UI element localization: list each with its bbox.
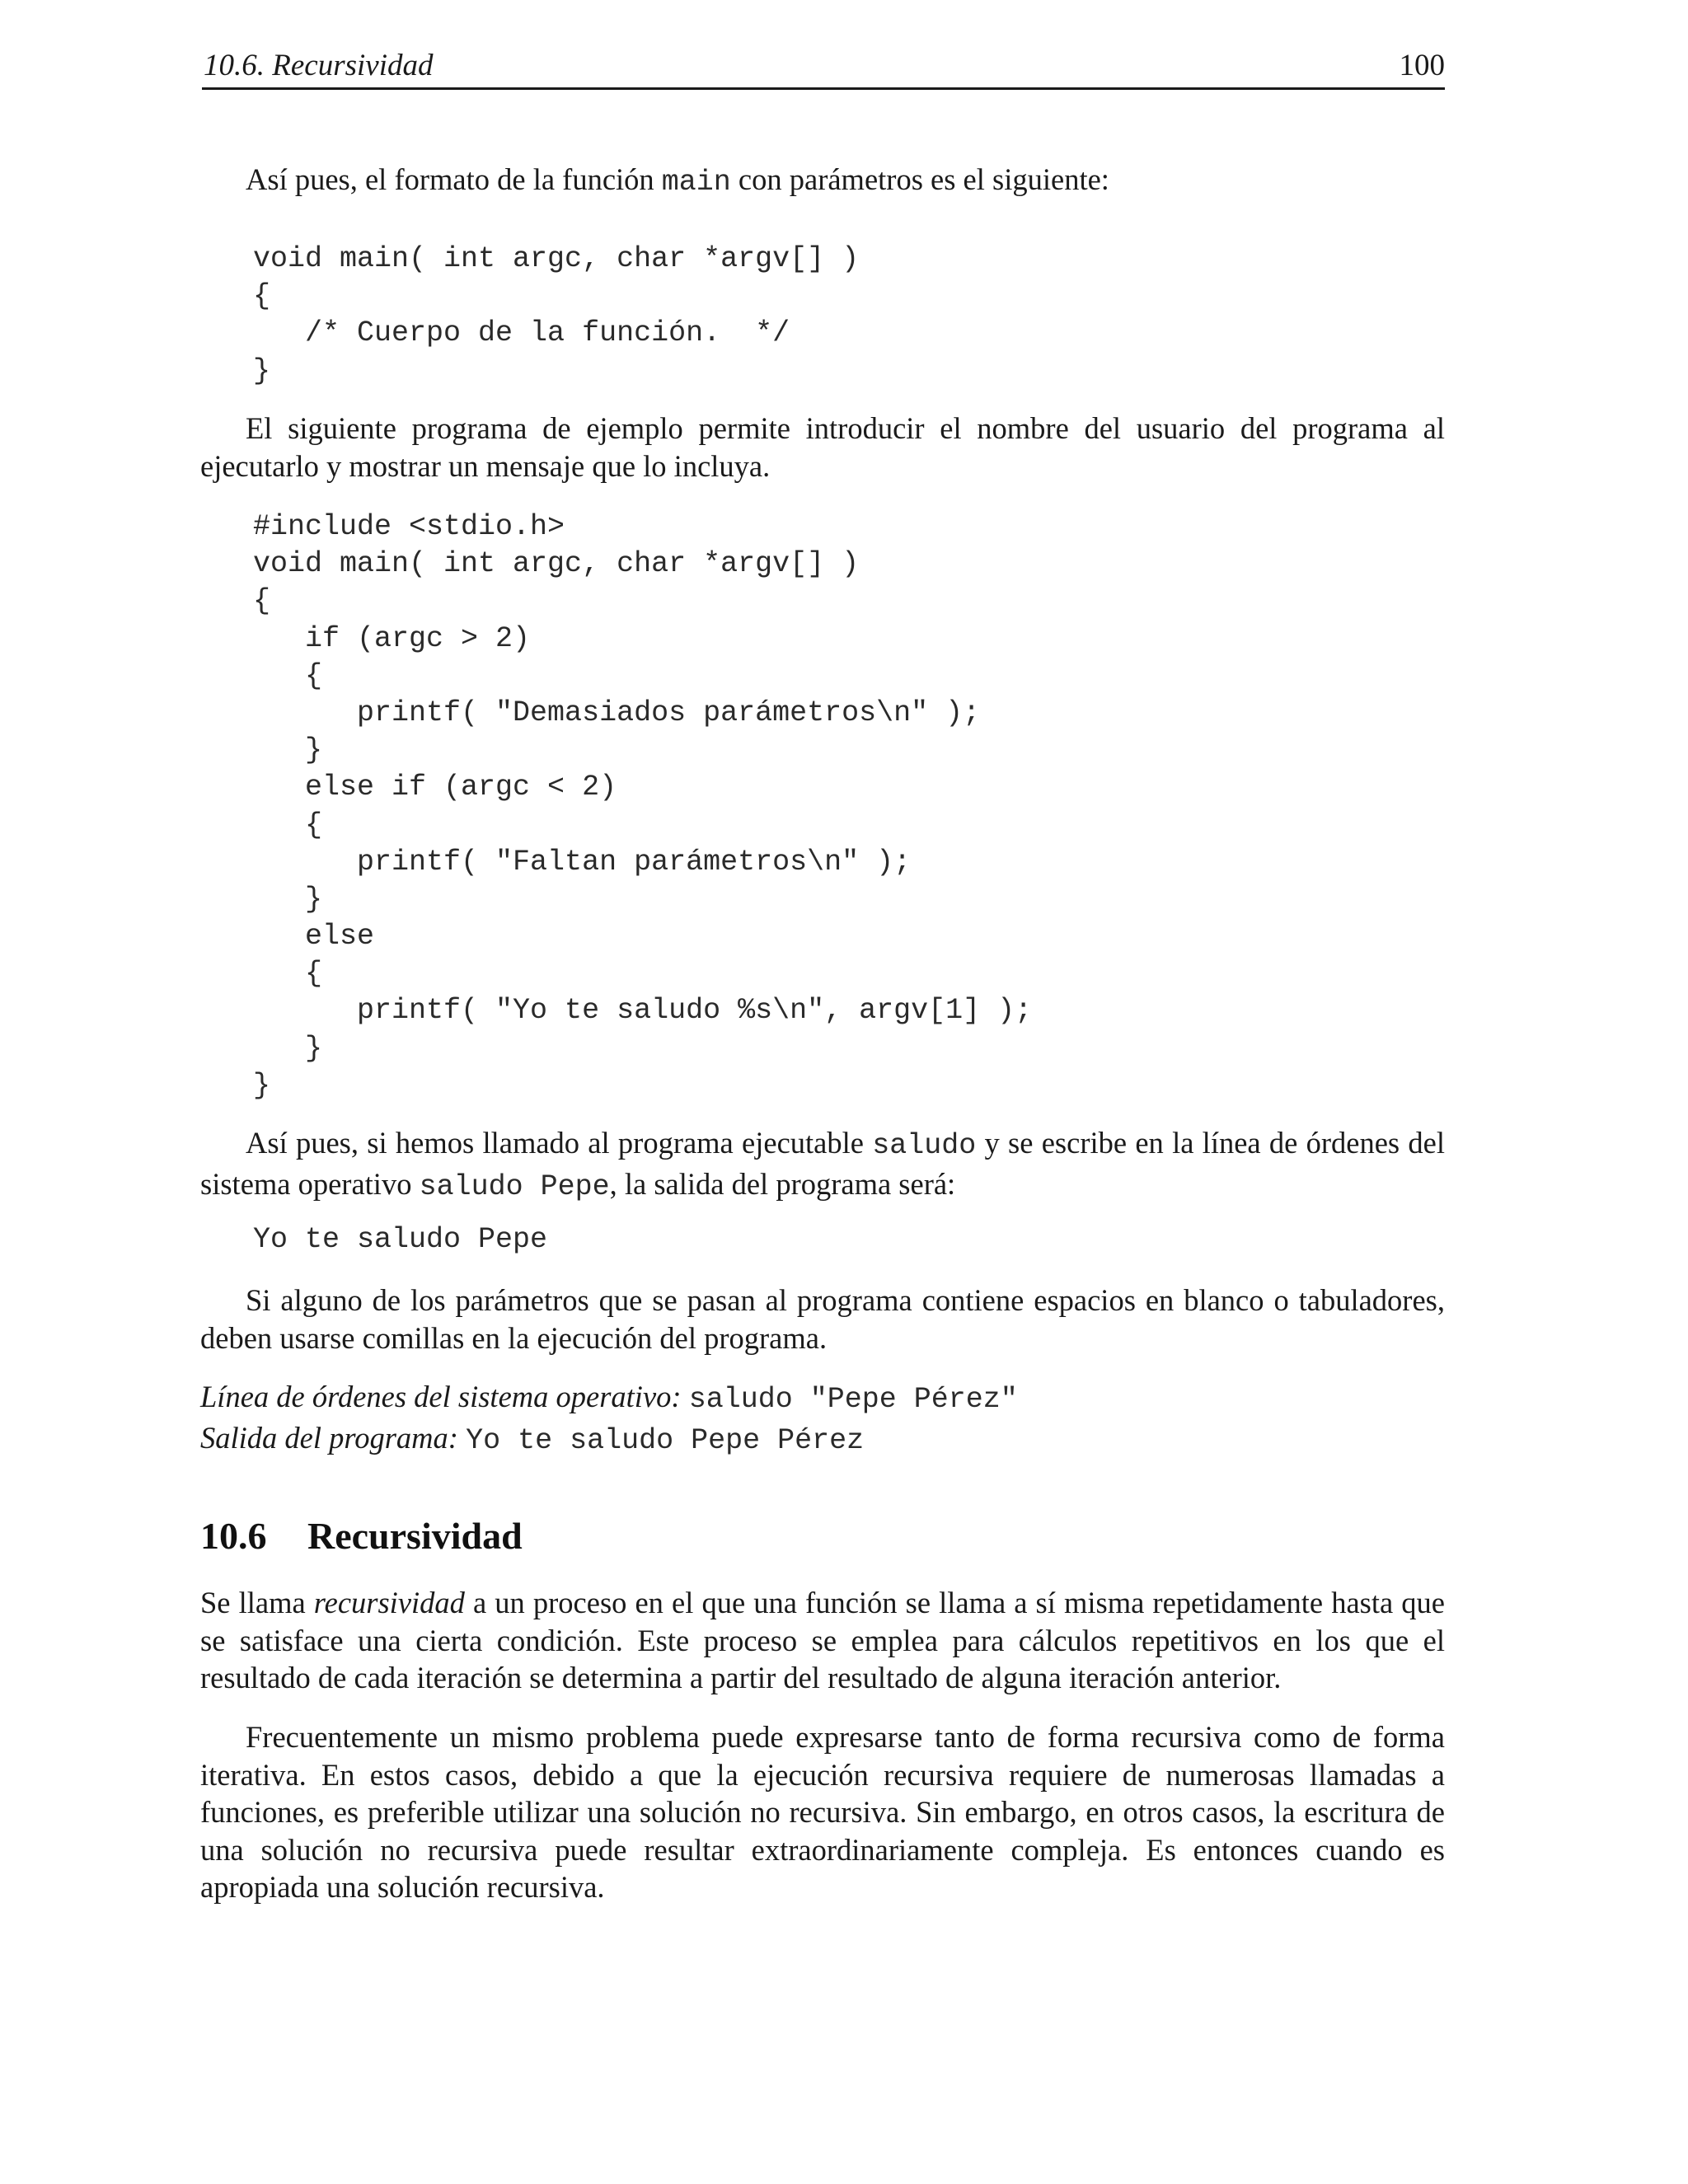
- code-block-saludo-program: [253, 509, 1032, 1104]
- code-line: printf( "Demasiados parámetros\n" );: [253, 696, 981, 729]
- code-line: /* Cuerpo de la función. */: [253, 316, 790, 350]
- paragraph-example-intro: El siguiente programa de ejemplo permite introducir el nombre del usuario del programa al ejecutarlo y mostrar un mensaje que lo incluya.: [200, 411, 1445, 483]
- inline-code-main: main: [661, 166, 731, 199]
- code-line: }: [253, 882, 323, 916]
- inline-code-saludo: saludo: [872, 1129, 977, 1162]
- section-number: 10.6: [200, 1515, 267, 1557]
- emphasis-term: recursividad: [313, 1586, 465, 1619]
- code-line: }: [253, 354, 271, 387]
- paragraph-text: a un proceso en el que una función se llama a sí misma repetidamente hasta que se satisface una cierta condición. Este proceso se emplea para cálculos repetitivos en los que el resultado de cada iteración se determina a partir del resultado de alguna iteración anterior.: [200, 1586, 1446, 1694]
- example-label: Salida del programa:: [200, 1420, 458, 1455]
- inline-code-saludo-pepe: saludo Pepe: [419, 1169, 610, 1203]
- code-line: {: [253, 279, 271, 313]
- paragraph-text: y se escribe en la línea de órdenes del sistema operativo: [200, 1126, 1445, 1201]
- paragraph-text: Así pues, el formato de la función: [246, 162, 662, 196]
- example-code: saludo "Pepe Pérez": [688, 1383, 1018, 1416]
- code-line: }: [253, 1068, 271, 1102]
- section-heading: [200, 1514, 523, 1558]
- paragraph-recursion-vs-iteration: Frecuentemente un mismo problema puede expresarse tanto de forma recursiva como de forma iterativa. En estos casos, debido a que la ejecución recursiva requiere de numerosas llamadas a funciones, es preferible utilizar una solución no recursiva. Sin embargo, en otros casos, la escritura de una solución no recursiva puede resultar extraordinariamente compleja. Es entonces cuando es apropiada una solución recursiva.: [200, 1720, 1445, 1904]
- page-number: 100: [1399, 49, 1445, 82]
- code-line: void main( int argc, char *argv[] ): [253, 242, 860, 275]
- code-line: {: [253, 957, 323, 991]
- paragraph-text: , la salida del programa será:: [609, 1166, 956, 1201]
- code-line: }: [253, 733, 323, 767]
- code-line: else: [253, 920, 375, 954]
- example-block: [200, 1378, 1445, 1460]
- code-line: else if (argc < 2): [253, 771, 617, 804]
- example-code: Yo te saludo Pepe Pérez: [466, 1423, 865, 1457]
- code-line: #include <stdio.h>: [253, 510, 565, 543]
- code-line: if (argc > 2): [253, 621, 531, 655]
- paragraph-text: Así pues, si hemos llamado al programa ejecutable: [246, 1126, 873, 1160]
- example-line-output: [200, 1419, 1445, 1460]
- code-line: Yo te saludo Pepe: [253, 1223, 548, 1256]
- paragraph-text: Se llama: [200, 1586, 314, 1619]
- code-line: void main( int argc, char *argv[] ): [253, 547, 860, 581]
- paragraph-saludo-output: [200, 1124, 1445, 1206]
- code-line: printf( "Faltan parámetros\n" );: [253, 845, 912, 879]
- code-line: printf( "Yo te saludo %s\n", argv[1] );: [253, 994, 1033, 1028]
- paragraph-main-format: [200, 161, 1445, 202]
- code-line: {: [253, 808, 323, 841]
- code-block-output: [253, 1221, 547, 1258]
- running-header: [202, 41, 1445, 90]
- section-title: Recursividad: [307, 1515, 523, 1557]
- code-block-main-signature: [253, 241, 859, 390]
- example-label: Línea de órdenes del sistema operativo:: [200, 1380, 682, 1413]
- code-line: }: [253, 1031, 323, 1065]
- code-line: {: [253, 658, 323, 692]
- example-line-command: [200, 1378, 1445, 1419]
- paragraph-quotes-note: Si alguno de los parámetros que se pasan al programa contiene espacios en blanco o tabuladores, deben usarse comillas en la ejecución del programa.: [200, 1283, 1445, 1355]
- paragraph-text: con parámetros es el siguiente:: [730, 162, 1109, 196]
- header-title: 10.6. Recursividad: [204, 49, 434, 82]
- paragraph-recursion-definition: [200, 1584, 1445, 1697]
- code-line: {: [253, 584, 271, 618]
